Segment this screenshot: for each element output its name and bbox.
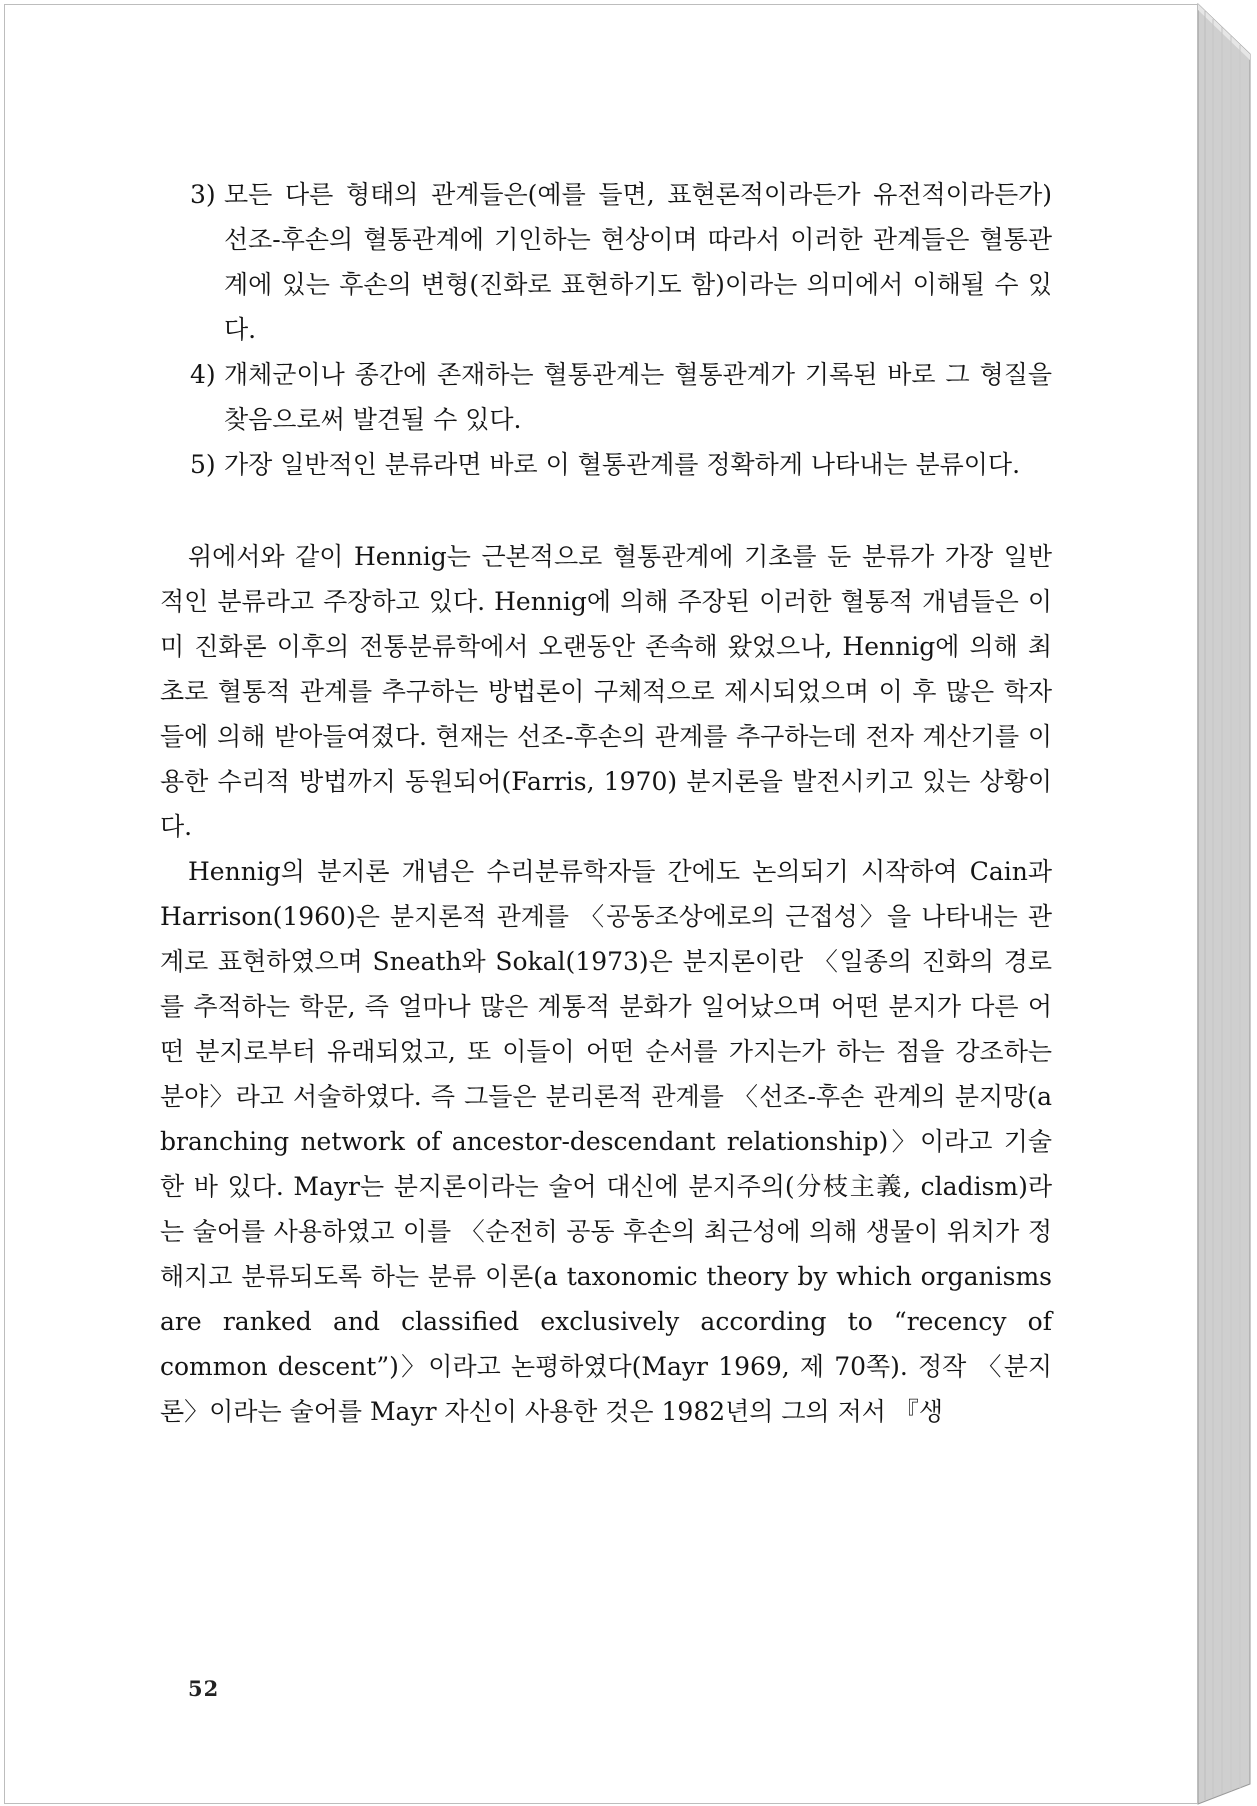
numbered-list: [190, 172, 1052, 487]
list-item-5: [190, 442, 1052, 487]
page-number: 52: [188, 1676, 220, 1701]
body-paragraph: 위에서와 같이 Hennig는 근본적으로 혈통관계에 기초를 둔 분류가 가장 일반적인 분류라고 주장하고 있다. Hennig에 의해 주장된 이러한 혈통적 개념들은 이미 진화론 이후의 전통분류학에서 오랜동안 존속해 왔었으나, Hennig에 의해 최초로 혈통적 관계를 추구하는 방법론이 구체적으로 제시되었으며 이 후 많은 학자들에 의해 받아들여졌다. 현재는 선조-후손의 관계를 추구하는데 전자 계산기를 이용한 수리적 방법까지 동원되어(Farris, 1970) 분지론을 발전시키고 있는 상황이다.: [160, 542, 1052, 841]
list-item-text: 가장 일반적인 분류라면 바로 이 혈통관계를 정확하게 나타내는 분류이다.: [224, 450, 1021, 479]
list-item-3: [190, 172, 1052, 352]
page-content: [160, 172, 1052, 1459]
list-item-number: 4): [190, 360, 216, 389]
list-item-text: 개체군이나 종간에 존재하는 혈통관계는 혈통관계가 기록된 바로 그 형질을 찾음으로써 발견될 수 있다.: [224, 360, 1052, 434]
list-item-number: 5): [190, 450, 216, 479]
list-item-number: 3): [190, 180, 216, 209]
body-paragraph: Hennig의 분지론 개념은 수리분류학자들 간에도 논의되기 시작하여 Cain과 Harrison(1960)은 분지론적 관계를 〈공동조상에로의 근접성〉을 나타내는 관계로 표현하였으며 Sneath와 Sokal(1973)은 분지론이란 〈일종의 진화의 경로를 추적하는 학문, 즉 얼마나 많은 계통적 분화가 일어났으며 어떤 분지가 다른 어떤 분지로부터 유래되었고, 또 이들이 어떤 순서를 가지는가 하는 점을 강조하는 분야〉라고 서술하였다. 즉 그들은 분리론적 관계를 〈선조-후손 관계의 분지망(a branching network of ancestor-descendant relationship)〉이라고 기술한 바 있다. Mayr는 분지론이라는 술어 대신에 분지주의(分枝主義, cladism)라는 술어를 사용하였고 이를 〈순전히 공동 후손의 최근성에 의해 생물이 위치가 정해지고 분류되도록 하는 분류 이론(a taxonomic theory by which organisms are ranked and classified exclusively according to “recency of common descent”)〉이라고 논평하였다(Mayr 1969, 제 70쪽). 정작 〈분지론〉이라는 술어를 Mayr 자신이 사용한 것은 1982년의 그의 저서 『생: [160, 857, 1052, 1426]
list-item-text: 모든 다른 형태의 관계들은(예를 들면, 표현론적이라든가 유전적이라든가) 선조-후손의 혈통관계에 기인하는 현상이며 따라서 이러한 관계들은 혈통관계에 있는 후손의 변형(진화로 표현하기도 함)이라는 의미에서 이해될 수 있다.: [224, 180, 1052, 344]
list-item-4: [190, 352, 1052, 442]
